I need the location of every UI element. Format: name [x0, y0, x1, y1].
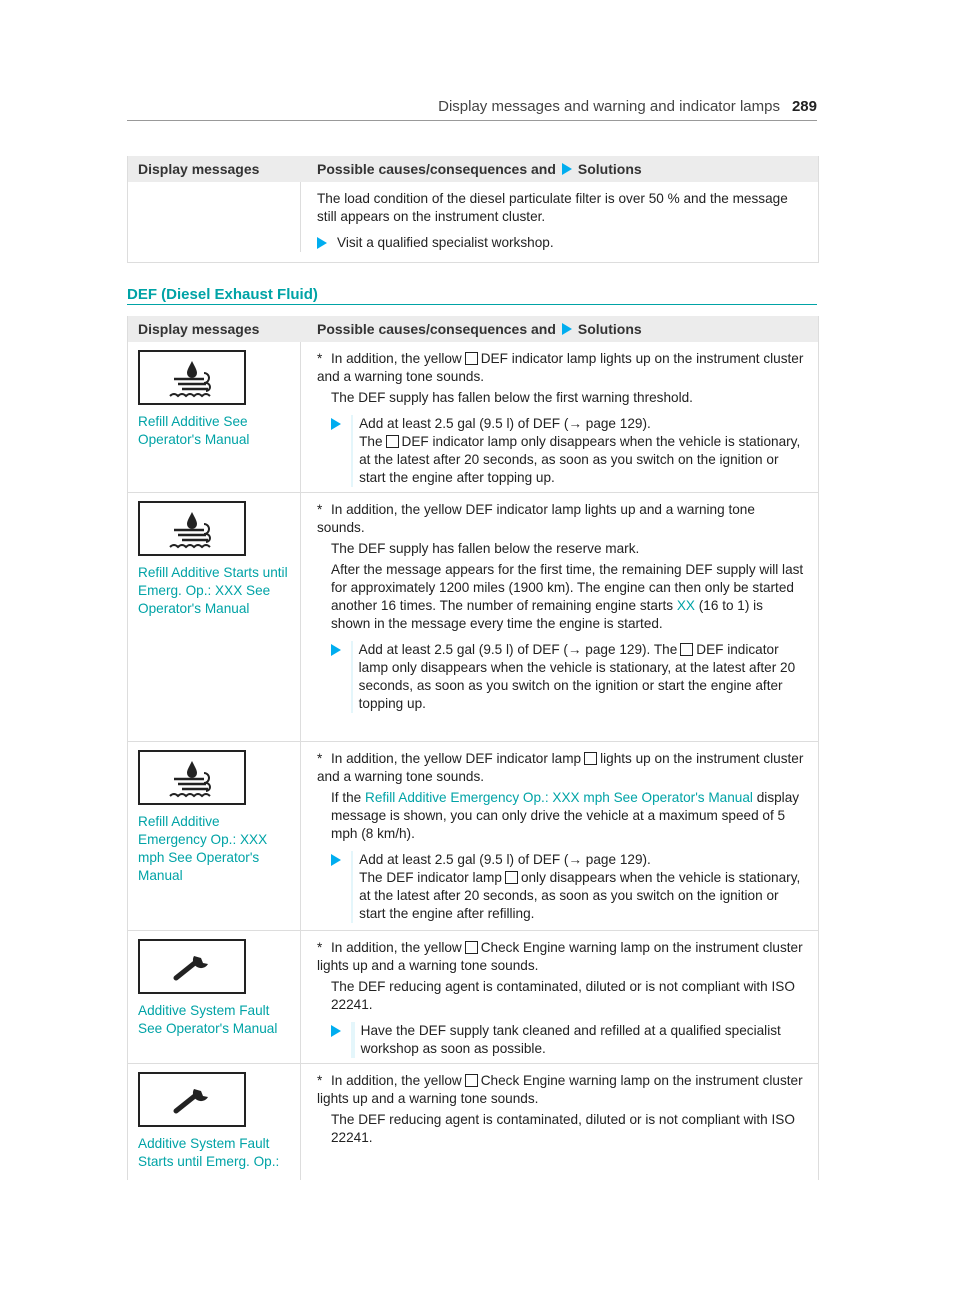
message-text: Refill Additive Starts until Emerg. Op.: XXX See Operator's Manual — [138, 565, 288, 616]
def-lamp-icon — [680, 643, 693, 656]
solution-line: Add at least 2.5 gal (9.5 l) of DEF (→ page 129). — [359, 416, 651, 431]
header-title: Display messages and warning and indicator lamps — [438, 98, 780, 115]
cause-line: In addition, the yellow — [331, 1073, 462, 1088]
def-lamp-icon — [465, 352, 478, 365]
wrench-icon — [138, 939, 246, 994]
solution-arrow-icon — [562, 323, 572, 335]
col-solutions-label: Solutions — [577, 161, 642, 177]
message-text: Additive System Fault See Operator's Manual — [138, 1003, 278, 1036]
cause-line-b: Check Engine warning lamp on the instrument cluster lights up and a warning tone sounds. — [317, 1073, 803, 1106]
col-solutions-label: Solutions — [577, 321, 642, 337]
solution-arrow-icon — [331, 644, 341, 656]
cause-line: In addition, the yellow — [331, 940, 462, 955]
cause-detail: The DEF reducing agent is contaminated, diluted or is not compliant with ISO 22241. — [331, 979, 795, 1012]
solution — [317, 641, 806, 713]
section-title: DEF (Diesel Exhaust Fluid) — [127, 286, 817, 305]
check-engine-icon — [465, 941, 478, 954]
footnote-star: * — [317, 1073, 323, 1088]
solution-arrow-icon — [331, 1025, 341, 1037]
row-content — [301, 931, 818, 1063]
row-content — [301, 342, 818, 492]
def-fluid-icon — [138, 501, 246, 556]
solution-bar — [351, 641, 353, 713]
solution-text — [359, 641, 806, 713]
message-cell — [128, 1064, 301, 1180]
solution-text: Have the DEF supply tank cleaned and refilled at a qualified specialist workshop as soon as possible. — [360, 1023, 781, 1056]
def-fluid-icon — [138, 750, 246, 805]
solution-text: Visit a qualified specialist workshop. — [337, 235, 554, 250]
table-row — [128, 1064, 818, 1180]
message-cell — [128, 742, 301, 930]
page-number: 289 — [791, 98, 817, 115]
cause-detail: The DEF reducing agent is contaminated, diluted or is not compliant with ISO 22241. — [331, 1112, 795, 1145]
top-table — [127, 156, 819, 263]
solution-arrow-icon — [331, 854, 341, 866]
col-display-messages: Display messages — [138, 161, 260, 177]
cause-line-b: lights up on the instrument cluster and a warning tone sounds. — [317, 751, 804, 784]
def-lamp-icon — [386, 435, 399, 448]
footnote-star: * — [317, 751, 323, 766]
cause-text — [317, 750, 806, 786]
message-cell — [128, 931, 301, 1063]
solution-line-a: The — [359, 434, 383, 449]
cause-line: In addition, the yellow — [331, 351, 462, 366]
cause-text — [317, 939, 806, 975]
row-content — [301, 493, 818, 741]
footnote-star: * — [317, 940, 323, 955]
cause-detail-a: After the message appears for the first time, the remaining DEF supply will last for approximately 1200 miles (1900 km). The engine can then only be started another 16 times. The number of remaining engine starts — [331, 562, 804, 613]
solution — [317, 415, 806, 487]
page-header — [127, 98, 817, 121]
cause-detail-2 — [317, 561, 806, 633]
solution-bar — [351, 1022, 355, 1058]
table-header — [128, 156, 818, 182]
footnote-star: * — [317, 502, 323, 517]
def-lamp-icon — [584, 752, 597, 765]
solution — [317, 1022, 806, 1058]
check-engine-icon — [465, 1074, 478, 1087]
cause-detail-b: (16 to 1) is shown in the message every time the engine is started. — [331, 598, 763, 631]
cause-detail-b: display message is shown, you can only drive the vehicle at a maximum speed of 5 mph (8 km/h). — [331, 790, 800, 841]
table-row — [128, 742, 818, 931]
solution-line: Add at least 2.5 gal (9.5 l) of DEF (→ page 129). — [359, 852, 651, 867]
def-lamp-icon — [505, 871, 518, 884]
cause-text — [317, 501, 806, 537]
col-causes — [301, 321, 642, 337]
table-row — [128, 493, 818, 742]
def-fluid-icon — [138, 350, 246, 405]
solution-line-a: The DEF indicator lamp — [359, 870, 502, 885]
row-content — [301, 182, 818, 262]
solution-bar — [351, 415, 353, 487]
message-cell — [128, 493, 301, 741]
cause-line-b: Check Engine warning lamp on the instrument cluster lights up and a warning tone sounds. — [317, 940, 803, 973]
cause-text — [317, 1072, 806, 1108]
table-row — [128, 931, 818, 1064]
solution-bar — [351, 851, 353, 923]
cause-line: In addition, the yellow DEF indicator lamp — [331, 751, 582, 766]
message-text: Refill Additive Emergency Op.: XXX mph See Operator's Manual — [138, 814, 268, 883]
solution-line-b: DEF indicator lamp only disappears when the vehicle is stationary, at the latest after 20 seconds, as soon as you switch on the ignition or start the engine after topping up. — [358, 642, 796, 711]
empty-cell — [128, 182, 301, 252]
starts-placeholder: XX — [676, 598, 695, 613]
solution — [317, 234, 806, 252]
solution-text — [359, 851, 806, 923]
table-header — [128, 316, 818, 342]
col-causes — [301, 161, 642, 177]
def-table — [127, 316, 819, 1180]
col-causes-label: Possible causes/consequences and — [317, 321, 556, 337]
solution-line: Add at least 2.5 gal (9.5 l) of DEF (→ page 129). The — [358, 642, 678, 657]
cause-line: In addition, the yellow DEF indicator lamp lights up and a warning tone sounds. — [317, 502, 755, 535]
solution-arrow-icon — [317, 237, 327, 249]
row-content — [301, 1064, 818, 1180]
solution-arrow-icon — [562, 163, 572, 175]
row-content — [301, 742, 818, 930]
message-reference: Refill Additive Emergency Op.: XXX mph See Operator's Manual — [365, 790, 753, 805]
cause-detail: The DEF supply has fallen below the reserve mark. — [331, 541, 640, 556]
cause-detail-a: If the — [331, 790, 362, 805]
table-row — [128, 342, 818, 493]
wrench-icon — [138, 1072, 246, 1127]
message-cell — [128, 342, 301, 492]
col-causes-label: Possible causes/consequences and — [317, 161, 556, 177]
solution — [317, 851, 806, 923]
row-text: The load condition of the diesel particulate filter is over 50 % and the message still appears on the instrument cluster. — [317, 191, 788, 224]
solution-text — [359, 415, 806, 487]
col-display-messages: Display messages — [138, 321, 260, 337]
message-text: Additive System Fault Starts until Emerg. Op.: — [138, 1136, 280, 1169]
solution-arrow-icon — [331, 418, 341, 430]
cause-detail: The DEF supply has fallen below the first warning threshold. — [331, 390, 693, 405]
message-text: Refill Additive See Operator's Manual — [138, 414, 250, 447]
solution-line-b: only disappears when the vehicle is stationary, at the latest after 20 seconds, as soon as you switch on the ignition or start the engine after refilling. — [359, 870, 801, 921]
cause-line-b: DEF indicator lamp lights up on the instrument cluster and a warning tone sounds. — [317, 351, 804, 384]
cause-detail — [317, 789, 806, 843]
cause-text — [317, 350, 806, 386]
footnote-star: * — [317, 351, 323, 366]
solution-line-b: DEF indicator lamp only disappears when the vehicle is stationary, at the latest after 20 seconds, as soon as you switch on the ignition or start the engine after topping up. — [359, 434, 801, 485]
table-row — [128, 182, 818, 263]
